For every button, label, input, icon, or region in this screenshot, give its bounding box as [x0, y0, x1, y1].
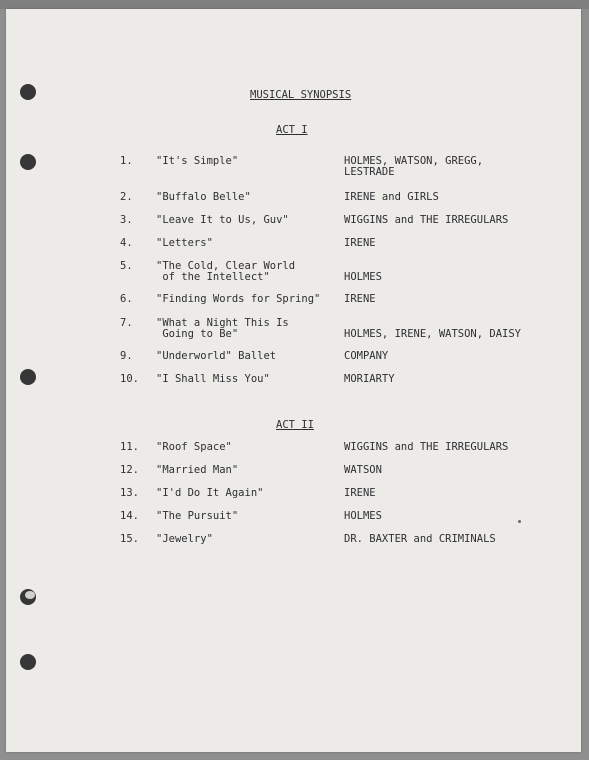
song-title: "Underworld" Ballet	[156, 350, 277, 362]
song-cast: WIGGINS and THE IRREGULARS	[344, 214, 509, 226]
song-cast: HOLMES	[344, 510, 382, 522]
song-cast: COMPANY	[344, 350, 389, 362]
song-number: 9.	[120, 350, 133, 362]
song-number: 12.	[120, 464, 139, 476]
song-title: "What a Night This Is Going to Be"	[156, 317, 289, 340]
song-title: "Roof Space"	[156, 441, 232, 453]
song-title: "Married Man"	[156, 464, 239, 476]
song-cast: IRENE and GIRLS	[344, 191, 439, 203]
song-cast: MORIARTY	[344, 373, 395, 385]
act-heading: ACT I	[276, 124, 308, 136]
song-cast: HOLMES, WATSON, GREGG, LESTRADE	[344, 155, 484, 178]
song-title: "Buffalo Belle"	[156, 191, 251, 203]
song-title: "Letters"	[156, 237, 213, 249]
ink-speck	[518, 520, 521, 523]
page-title: MUSICAL SYNOPSIS	[250, 89, 352, 101]
song-title: "The Pursuit"	[156, 510, 239, 522]
song-number: 14.	[120, 510, 139, 522]
song-cast: WATSON	[344, 464, 382, 476]
punch-hole	[20, 654, 36, 670]
song-number: 5.	[120, 260, 133, 272]
song-number: 3.	[120, 214, 133, 226]
song-cast: DR. BAXTER and CRIMINALS	[344, 533, 496, 545]
song-cast: WIGGINS and THE IRREGULARS	[344, 441, 509, 453]
punch-hole	[20, 369, 36, 385]
song-number: 7.	[120, 317, 133, 329]
song-number: 1.	[120, 155, 133, 167]
song-number: 13.	[120, 487, 139, 499]
punch-hole	[20, 154, 36, 170]
song-title: "Leave It to Us, Guv"	[156, 214, 289, 226]
song-number: 15.	[120, 533, 139, 545]
act-heading: ACT II	[276, 419, 314, 431]
song-cast: IRENE	[344, 293, 376, 305]
song-number: 2.	[120, 191, 133, 203]
song-title: "The Cold, Clear World of the Intellect"	[156, 260, 296, 283]
song-title: "I Shall Miss You"	[156, 373, 270, 385]
song-number: 6.	[120, 293, 133, 305]
song-number: 10.	[120, 373, 139, 385]
song-cast: HOLMES, IRENE, WATSON, DAISY	[344, 328, 522, 340]
punch-hole	[20, 84, 36, 100]
song-title: "Finding Words for Spring"	[156, 293, 321, 305]
typed-page	[6, 9, 581, 752]
song-cast: IRENE	[344, 237, 376, 249]
song-title: "Jewelry"	[156, 533, 213, 545]
song-title: "It's Simple"	[156, 155, 239, 167]
song-number: 4.	[120, 237, 133, 249]
song-number: 11.	[120, 441, 139, 453]
song-cast: IRENE	[344, 487, 376, 499]
song-title: "I'd Do It Again"	[156, 487, 264, 499]
song-cast: HOLMES	[344, 271, 382, 283]
punch-hole	[20, 589, 36, 605]
scanner-top-edge	[0, 0, 589, 9]
